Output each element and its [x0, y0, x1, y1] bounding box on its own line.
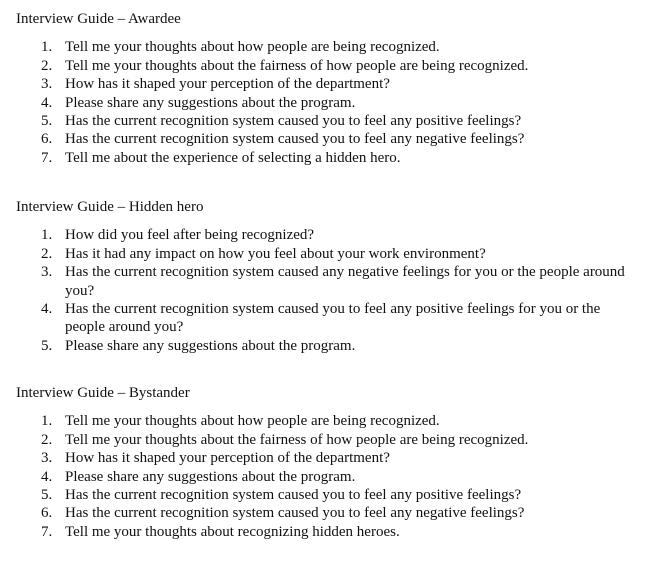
list-item	[16, 431, 646, 449]
item-text: Tell me about the experience of selecting a hidden hero.	[65, 149, 401, 166]
section-heading: Interview Guide – Awardee	[16, 11, 181, 27]
item-text: Tell me your thoughts about recognizing hidden heroes.	[65, 523, 400, 540]
question-list	[16, 412, 646, 541]
question-list	[16, 226, 646, 355]
section-heading: Interview Guide – Hidden hero	[16, 199, 204, 215]
item-number: 1.	[41, 227, 53, 244]
interview-guide-bystander	[16, 384, 646, 541]
item-number: 2.	[41, 57, 53, 74]
item-text: Has the current recognition system caused you to feel any positive feelings?	[65, 487, 522, 504]
list-item	[16, 468, 646, 486]
item-number: 5.	[41, 113, 53, 130]
item-number: 2.	[41, 245, 53, 262]
list-item	[16, 57, 646, 75]
list-item	[16, 300, 646, 337]
item-number: 4.	[41, 301, 53, 318]
item-text: How did you feel after being recognized?	[65, 227, 315, 244]
item-text: Tell me your thoughts about how people are being recognized.	[65, 39, 440, 56]
list-item	[16, 412, 646, 430]
item-text: Tell me your thoughts about the fairness of how people are being recognized.	[65, 57, 529, 74]
item-number: 2.	[41, 431, 53, 448]
list-item	[16, 75, 646, 93]
section-heading: Interview Guide – Bystander	[16, 385, 190, 401]
item-text: Tell me your thoughts about how people are being recognized.	[65, 413, 440, 430]
list-item	[16, 486, 646, 504]
item-number: 5.	[41, 487, 53, 504]
item-number: 1.	[41, 413, 53, 430]
item-text: Has the current recognition system caused you to feel any positive feelings?	[65, 113, 522, 130]
item-number: 7.	[41, 149, 53, 166]
item-text: Has the current recognition system caused you to feel any positive feelings for you or the people around you?	[65, 301, 601, 336]
item-text: Please share any suggestions about the program.	[65, 94, 356, 111]
item-number: 6.	[41, 505, 53, 522]
item-text: Please share any suggestions about the program.	[65, 337, 356, 354]
item-number: 4.	[41, 468, 53, 485]
list-item	[16, 504, 646, 522]
list-item	[16, 38, 646, 56]
item-number: 5.	[41, 337, 53, 354]
list-item	[16, 245, 646, 263]
item-number: 7.	[41, 523, 53, 540]
item-text: Has the current recognition system caused you to feel any negative feelings?	[65, 131, 525, 148]
list-item	[16, 337, 646, 355]
item-number: 3.	[41, 450, 53, 467]
list-item	[16, 449, 646, 467]
item-number: 3.	[41, 264, 53, 281]
item-number: 3.	[41, 76, 53, 93]
interview-guide-hidden-hero	[16, 198, 646, 355]
item-text: How has it shaped your perception of the department?	[65, 450, 390, 467]
list-item	[16, 523, 646, 541]
item-number: 1.	[41, 39, 53, 56]
item-text: Has it had any impact on how you feel about your work environment?	[65, 245, 486, 262]
list-item	[16, 94, 646, 112]
interview-guide-awardee	[16, 10, 646, 167]
item-number: 4.	[41, 94, 53, 111]
question-list	[16, 38, 646, 167]
item-text: Tell me your thoughts about the fairness of how people are being recognized.	[65, 431, 529, 448]
list-item	[16, 226, 646, 244]
list-item	[16, 149, 646, 167]
list-item	[16, 263, 646, 300]
item-text: How has it shaped your perception of the department?	[65, 76, 390, 93]
list-item	[16, 130, 646, 148]
list-item	[16, 112, 646, 130]
item-number: 6.	[41, 131, 53, 148]
item-text: Has the current recognition system caused you to feel any negative feelings?	[65, 505, 525, 522]
item-text: Has the current recognition system caused any negative feelings for you or the people around you?	[65, 264, 625, 299]
item-text: Please share any suggestions about the program.	[65, 468, 356, 485]
